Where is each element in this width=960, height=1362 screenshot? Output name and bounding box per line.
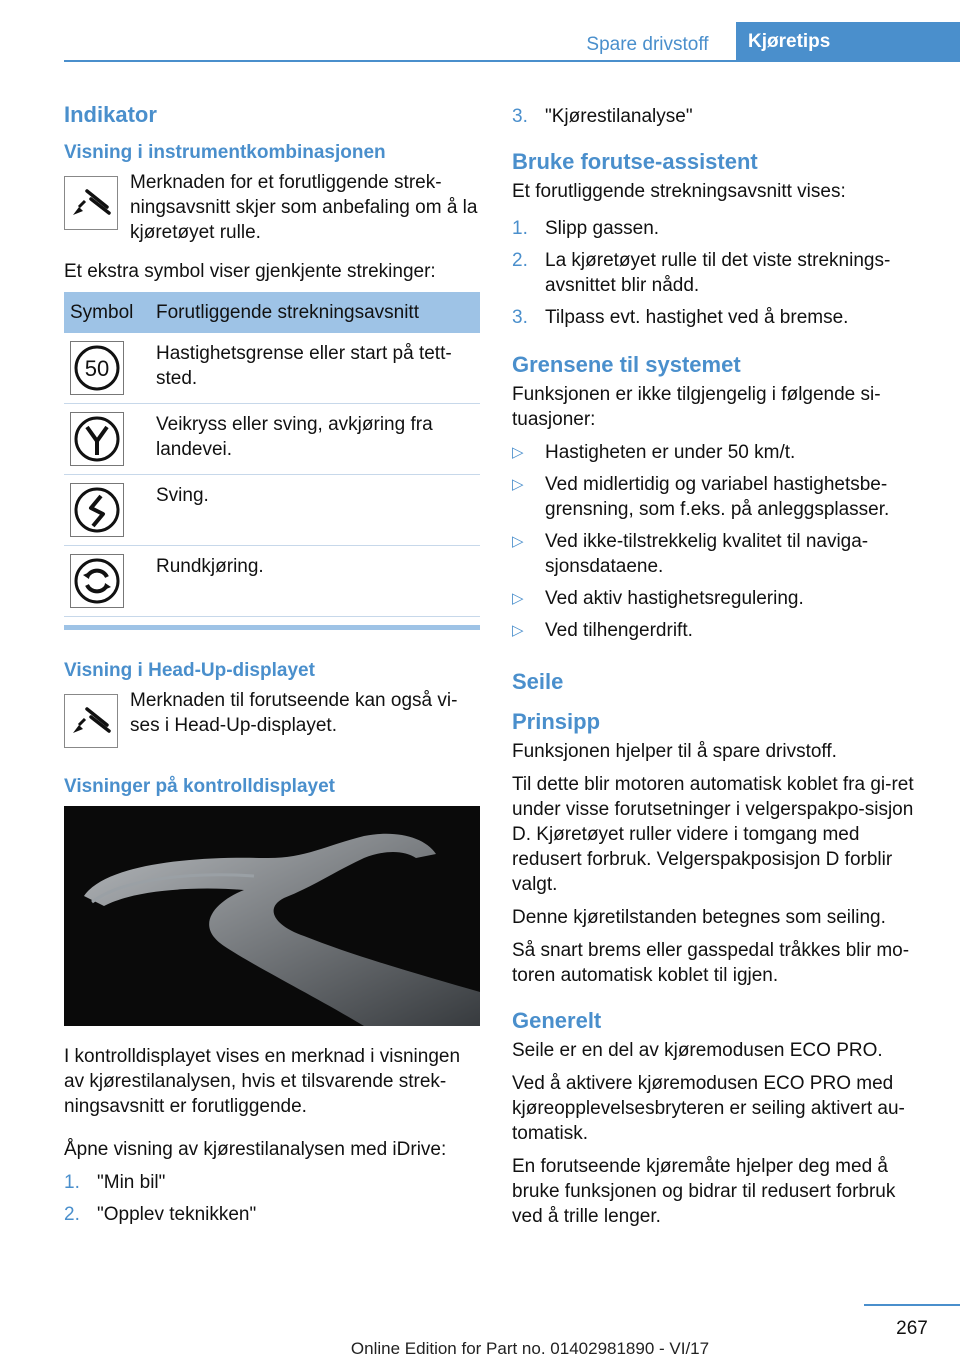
table-row	[64, 475, 480, 546]
edition-footer: Online Edition for Part no. 01402981890 - VI/17	[350, 1339, 710, 1358]
table-row-text: Sving.	[150, 475, 480, 546]
list-item: 2. "Opplev teknikken"	[64, 1204, 257, 1225]
symbol-table	[64, 292, 480, 617]
heading-principle: Prinsipp	[512, 709, 601, 734]
list-item: ▷ Hastigheten er under 50 km/t.	[512, 442, 796, 463]
instrument-note	[64, 170, 480, 245]
principle-text-3: Denne kjøretilstanden betegnes som seiling.	[512, 907, 886, 928]
heading-indikator: Indikator	[64, 102, 157, 127]
heading-use-assistant: Bruke forutse-assistent	[512, 149, 758, 174]
limits-intro-text: Funksjonen er ikke tilgjengelig i følgende si-tuasjoner:	[512, 384, 881, 430]
instrument-note-text: Merknaden for et forutliggende strek-ningsavsnitt skjer som anbefaling om å la kjøretøyet rulle.	[130, 172, 478, 243]
heading-control-display: Visninger på kontrolldisplayet	[64, 776, 335, 797]
principle-text-1: Funksjonen hjelper til å spare drivstoff.	[512, 741, 837, 762]
table-header-description: Forutliggende strekningsavsnitt	[150, 292, 480, 333]
general-text-1: Seile er en del av kjøremodusen ECO PRO.	[512, 1040, 883, 1061]
road-display-image	[64, 806, 480, 1026]
use-steps	[512, 216, 928, 330]
heading-general: Generelt	[512, 1008, 602, 1033]
header-chapter-tab: Kjøretips	[736, 22, 960, 62]
curve-icon	[70, 483, 124, 537]
limits-list	[512, 440, 928, 643]
list-item: ▷ Ved midlertidig og variabel hastighetsbe-grensning, som f.eks. på anleggsplasser.	[512, 474, 890, 520]
heading-system-limits: Grensene til systemet	[512, 352, 741, 377]
triangle-bullet-icon: ▷	[512, 590, 524, 607]
roundabout-icon	[70, 554, 124, 608]
header-section-title: Spare drivstoff	[586, 34, 709, 55]
page-number: 267	[896, 1318, 928, 1339]
principle-text-4: Så snart brems eller gasspedal tråkkes blir mo-toren automatisk koblet til igjen.	[512, 940, 910, 986]
list-item: ▷ Ved tilhengerdrift.	[512, 620, 693, 641]
list-item: 2. La kjøretøyet rulle til det viste streknings-avsnittet blir nådd.	[512, 250, 891, 296]
list-item: 3. Tilpass evt. hastighet ved å bremse.	[512, 307, 849, 328]
extra-symbols-text: Et ekstra symbol viser gjenkjente strekinger:	[64, 261, 436, 282]
idrive-steps	[64, 1170, 480, 1227]
principle-text-2: Til dette blir motoren automatisk koblet fra gi-ret under visse forutsetninger i velgerspakpo-sisjon D. Kjøretøyet ruller videre i tomgang med redusert forbruk. Velgerspakposisjon D forblir valgt.	[512, 774, 914, 895]
control-display-text: I kontrolldisplayet vises en merknad i visningen av kjørestilanalysen, hvis et tilsvarende strek-ningsavsnitt er forutliggende.	[64, 1046, 461, 1117]
table-header-symbol: Symbol	[64, 292, 150, 333]
speed-limit-50-icon	[70, 341, 124, 395]
footer-rule	[864, 1304, 960, 1306]
triangle-bullet-icon: ▷	[512, 622, 524, 639]
table-row	[64, 546, 480, 617]
hud-note-text: Merknaden til forutseende kan også vi-ses i Head-Up-displayet.	[130, 690, 458, 736]
list-item: 3. "Kjørestilanalyse"	[512, 106, 693, 127]
coasting-foot-icon	[64, 176, 118, 230]
triangle-bullet-icon: ▷	[512, 444, 524, 461]
general-text-3: En forutseende kjøremåte hjelper deg med å bruke funksjonen og bidrar til redusert forbruk ved å trille lenger.	[512, 1156, 896, 1227]
open-view-text: Åpne visning av kjørestilanalysen med iDrive:	[64, 1139, 447, 1160]
table-row-text: Rundkjøring.	[150, 546, 480, 617]
left-column	[64, 100, 480, 1237]
header-rule	[64, 60, 960, 62]
table-row-text: Veikryss eller sving, avkjøring fra landevei.	[150, 404, 480, 475]
coasting-foot-icon	[64, 694, 118, 748]
speed-limit-value: 50	[84, 356, 110, 381]
use-intro-text: Et forutliggende strekningsavsnitt vises:	[512, 181, 846, 202]
heading-seile: Seile	[512, 669, 564, 694]
table-row	[64, 333, 480, 404]
table-row-text: Hastighetsgrense eller start på tett-sted.	[150, 333, 480, 404]
junction-icon	[70, 412, 124, 466]
heading-instrument-cluster: Visning i instrumentkombinasjonen	[64, 142, 386, 163]
list-item: ▷ Ved aktiv hastighetsregulering.	[512, 588, 804, 609]
heading-head-up-display: Visning i Head-Up-displayet	[64, 660, 315, 681]
list-item: 1. "Min bil"	[64, 1172, 166, 1193]
list-item: ▷ Ved ikke-tilstrekkelig kvalitet til naviga-sjonsdataene.	[512, 531, 869, 577]
triangle-bullet-icon: ▷	[512, 476, 524, 493]
table-row	[64, 404, 480, 475]
idrive-steps-continued	[512, 104, 928, 129]
list-item: 1. Slipp gassen.	[512, 218, 660, 239]
table-header-row	[64, 292, 480, 333]
right-column	[512, 100, 928, 1237]
general-text-2: Ved å aktivere kjøremodusen ECO PRO med kjøreopplevelsesbryteren er seiling aktivert au-tomatisk.	[512, 1073, 905, 1144]
triangle-bullet-icon: ▷	[512, 533, 524, 550]
hud-note	[64, 688, 480, 748]
